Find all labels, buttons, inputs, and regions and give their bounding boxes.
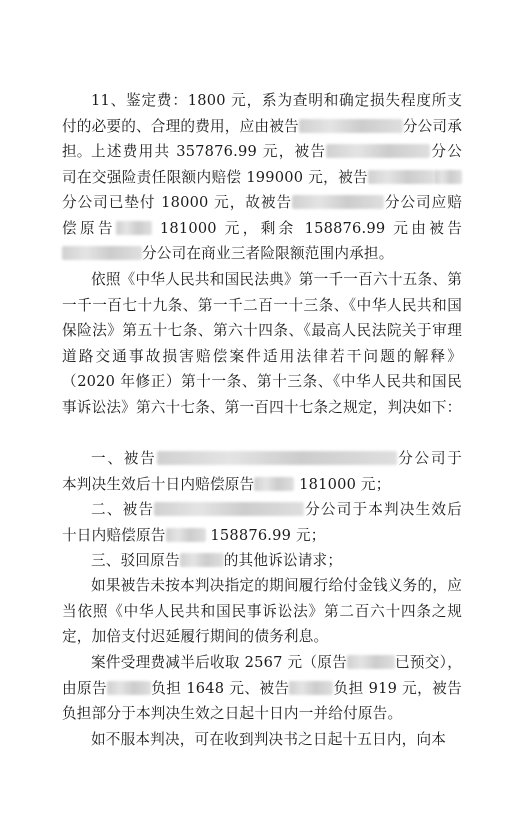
text-segment: 181000 元，剩余 158876.99 元由被告 [151, 219, 462, 237]
redacted-name [299, 119, 403, 133]
redacted-name [116, 221, 152, 235]
paragraph-legal-basis [62, 267, 462, 420]
text-segment: 负担 1648 元、被告 [151, 679, 290, 697]
judgment-item-three [62, 548, 462, 574]
paragraph-case-fee [62, 650, 462, 727]
text-segment: 的其他诉讼请求； [223, 552, 343, 569]
text-segment: 如果被告未按本判决指定的期间履行给付金钱义务的，应当依照《中华人民共和国民事诉讼法》第二百六十四条之规定，加倍支付迟延履行期间的债务利息。 [62, 577, 462, 645]
redacted-name [157, 451, 397, 465]
redacted-name [62, 246, 142, 260]
redacted-name [107, 681, 151, 695]
paragraph-appeal-notice [62, 727, 462, 753]
judgment-item-two [62, 497, 462, 548]
text-segment: 158876.99 元； [205, 526, 326, 544]
redacted-name [368, 170, 434, 184]
text-segment: 负担 919 元，被告负担部分于本判决生效之日起十日内一并给付原告。 [62, 679, 462, 722]
redacted-name [254, 477, 294, 491]
paragraph-delayed-performance [62, 573, 462, 650]
text-segment: 如不服本判决，可在收到判决书之日起十五日内，向本 [91, 731, 447, 748]
text-segment: 分公司应赔偿原告 [62, 194, 462, 237]
text-segment: 依照《中华人民共和国民法典》第一千一百六十五条、第一千一百七十九条、第一千二百一十三条、《中华人民共和国保险法》第五十七条、第六十四条、《最高人民法院关于审理道路交通事故损害赔偿案件适用法律若干问题的解释》（2020 年修正）第十一条、第十三条、《中华人民共和国民事诉讼法》第六十七条、第一百四十七条之规定，判决如下： [62, 271, 462, 416]
text-segment: 分公司承担。 [62, 117, 462, 160]
redacted-name [180, 553, 224, 567]
text-segment: 分公司于本判决生效后十日内赔偿原告 [62, 501, 462, 544]
judgment-item-one [62, 446, 462, 497]
text-segment: 二、被告 [91, 501, 155, 518]
text-segment: 分公司在交强险责任限额内赔偿 199000 元，被告 [62, 143, 463, 186]
text-segment: 分公司已垫付 18000 元，故被告 [62, 194, 293, 211]
paragraph-total-costs [62, 139, 462, 267]
redacted-name [434, 170, 462, 184]
text-segment: 一、被告 [91, 450, 157, 467]
text-segment: 分公司在商业三者险限额范围内承担。 [142, 245, 394, 262]
text-segment: 181000 元； [294, 475, 391, 493]
redacted-name [326, 144, 430, 158]
text-segment: 11、鉴定费：1800 元，系为查明和确定损失程度所支付的必要的、合理的费用，应由被告 [62, 92, 462, 135]
text-segment: 三、驳回原告 [91, 552, 180, 569]
redacted-name [154, 502, 304, 516]
redacted-name [166, 528, 206, 542]
text-segment: 分公司于本判决生效后十日内赔偿原告 [62, 450, 462, 493]
redacted-name [289, 681, 333, 695]
text-segment: 案件受理费减半后收取 2567 元（原告 [91, 654, 347, 671]
text-segment: 已预交），由原告 [62, 654, 463, 697]
redacted-name [347, 655, 395, 669]
redacted-name [292, 195, 384, 209]
text-segment: 上述费用共 357876.99 元，被告 [91, 143, 327, 160]
